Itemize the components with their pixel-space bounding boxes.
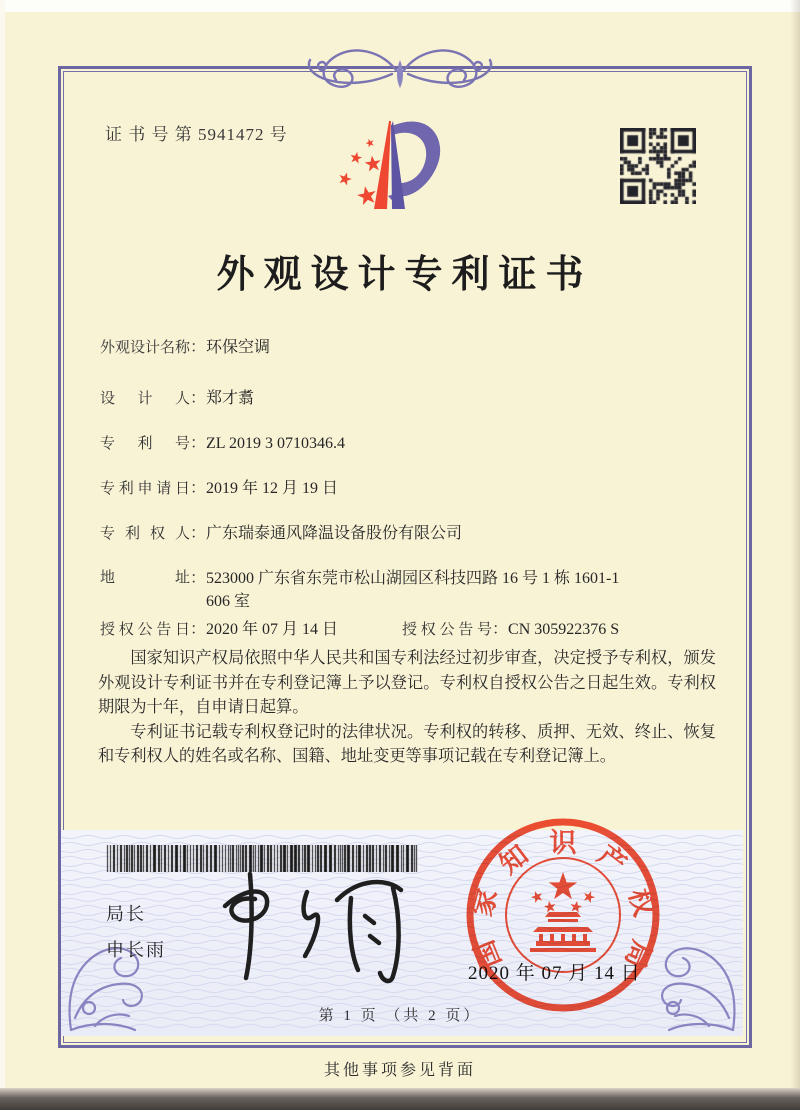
colon: ：: [190, 339, 207, 356]
paragraph-register-statement: 专利证书记载专利权登记时的法律状况。专利权的转移、质押、无效、终止、恢复和专利权人的姓名或名称、国籍、地址变更等事项记载在专利登记簿上。: [98, 722, 716, 765]
svg-text:识: 识: [549, 828, 577, 858]
scan-edge-top: [0, 0, 800, 12]
scan-edge-left: [0, 0, 5, 1110]
field-address: [100, 567, 720, 613]
field-patent-number: [100, 432, 720, 456]
field-value: ZL 2019 3 0710346.4: [206, 435, 345, 452]
qr-code: [620, 128, 696, 204]
svg-text:权: 权: [623, 885, 660, 920]
cnipa-logo-icon: [330, 112, 460, 217]
svg-text:家: 家: [466, 885, 503, 920]
field-label: 授权公告号: [402, 622, 493, 638]
field-filing-date: [100, 477, 720, 501]
colon: ：: [190, 621, 207, 638]
svg-text:国: 国: [468, 936, 507, 973]
field-label: 授权公告日: [100, 622, 190, 638]
field-value: [206, 567, 686, 613]
field-value: 广东瑞泰通风降温设备股份有限公司: [206, 525, 463, 542]
field-label: 外观设计名称: [100, 340, 191, 356]
colon: ：: [190, 390, 207, 407]
field-label: 专利申请日: [100, 481, 190, 497]
colon: ：: [190, 570, 207, 587]
field-label: 专利号: [100, 436, 190, 452]
colon: ：: [190, 435, 207, 452]
field-grant-row: [100, 618, 720, 642]
seal-date: 2020 年 07 月 14 日: [468, 963, 641, 984]
back-side-note: 其他事项参见背面: [323, 1062, 476, 1079]
director-title: 局长: [106, 904, 146, 924]
logo-blue-wedge: [391, 121, 405, 209]
field-designer: [100, 387, 720, 411]
field-label: 地址: [100, 570, 190, 586]
field-value: 郑才翥: [206, 390, 255, 407]
fields-block: [100, 336, 720, 663]
page-number: 第 1 页 （共 2 页）: [318, 1008, 482, 1024]
colon: ：: [190, 480, 207, 497]
field-value: 环保空调: [206, 339, 271, 356]
address-line-1: 523000 广东省东莞市松山湖园区科技四路 16 号 1 栋 1601-1: [206, 570, 620, 587]
grant-date-value: 2020 年 07 月 14 日: [206, 621, 339, 638]
logo-red-wedge: [374, 121, 391, 209]
scan-edge-bottom: [0, 1088, 800, 1110]
seal-national-emblem: [529, 872, 596, 952]
colon: ：: [492, 621, 509, 638]
field-value: 2019 年 12 月 19 日: [206, 480, 339, 497]
paragraph-grant-statement: 国家知识产权局依照中华人民共和国专利法经过初步审查，决定授予专利权，颁发外观设计专利证书并在专利登记簿上予以登记。专利权自授权公告之日起生效。专利权期限为十年，自申请日起算。: [98, 649, 716, 716]
logo-stars: [337, 137, 382, 206]
colon: ：: [190, 525, 207, 542]
director-name: 申长雨: [106, 940, 166, 960]
official-round-seal: [463, 815, 663, 1015]
top-flourish-ornament: [270, 36, 530, 100]
certificate-title: 外观设计专利证书: [216, 254, 593, 296]
grant-number-value: CN 305922376 S: [508, 621, 620, 638]
svg-text:局: 局: [619, 936, 658, 973]
field-design-name: [100, 336, 720, 360]
director-signature: [195, 858, 415, 993]
certificate-number: 证 书 号 第 5941472 号: [105, 125, 288, 144]
svg-text:知: 知: [494, 839, 534, 880]
svg-text:产: 产: [592, 839, 632, 880]
field-label: 专利权人: [100, 526, 190, 542]
scan-edge-right: [790, 0, 800, 1110]
field-patentee: [100, 522, 720, 546]
address-line-2: 606 室: [206, 593, 251, 610]
director-block: [106, 896, 166, 968]
legal-text-block: [98, 646, 716, 769]
field-label: 设计人: [100, 391, 190, 407]
